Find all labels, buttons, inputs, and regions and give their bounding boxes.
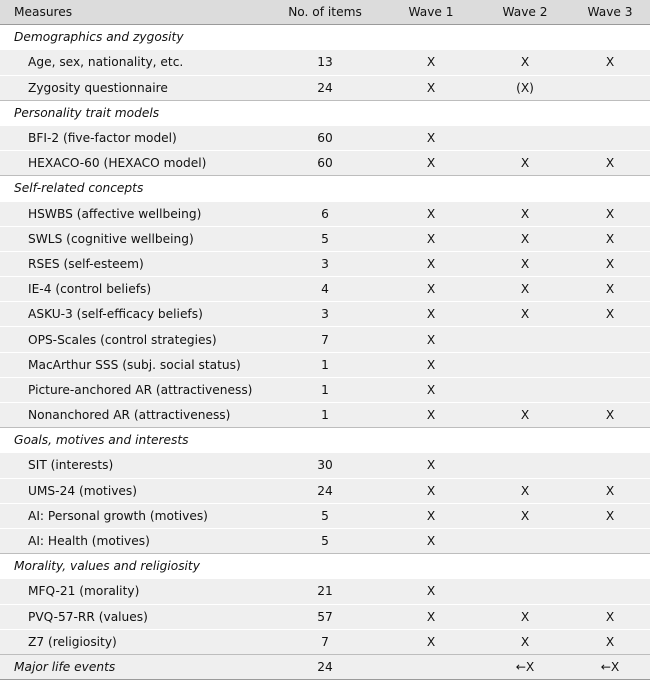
section-row (0, 176, 650, 201)
cell-measure: HEXACO-60 (HEXACO model) (0, 151, 268, 176)
section-title: Personality trait models (0, 100, 650, 125)
cell-items: 7 (268, 327, 382, 352)
cell-items: 3 (268, 251, 382, 276)
cell-measure: UMS-24 (motives) (0, 478, 268, 503)
cell-wave1: X (382, 478, 480, 503)
cell-wave3: X (570, 201, 650, 226)
cell-wave2 (480, 125, 570, 150)
table-row (0, 302, 650, 327)
cell-measure: AI: Personal growth (motives) (0, 503, 268, 528)
table-row (0, 125, 650, 150)
section-title: Goals, motives and interests (0, 428, 650, 453)
cell-items: 6 (268, 201, 382, 226)
cell-wave3 (570, 352, 650, 377)
cell-wave2: X (480, 50, 570, 75)
cell-wave3 (570, 377, 650, 402)
cell-wave1: X (382, 251, 480, 276)
cell-wave3: ←X (570, 654, 650, 679)
cell-wave2: (X) (480, 75, 570, 100)
cell-wave3: X (570, 251, 650, 276)
cell-wave1: X (382, 352, 480, 377)
cell-measure: IE-4 (control beliefs) (0, 277, 268, 302)
cell-measure: RSES (self-esteem) (0, 251, 268, 276)
table-row (0, 453, 650, 478)
cell-wave1: X (382, 528, 480, 553)
section-title: Demographics and zygosity (0, 25, 650, 50)
cell-items: 57 (268, 604, 382, 629)
cell-wave2: X (480, 604, 570, 629)
table-row (0, 478, 650, 503)
table-row (0, 377, 650, 402)
cell-measure: MacArthur SSS (subj. social status) (0, 352, 268, 377)
section-row (0, 100, 650, 125)
header-wave2: Wave 2 (480, 0, 570, 25)
cell-wave1: X (382, 453, 480, 478)
cell-wave3: X (570, 478, 650, 503)
cell-items: 1 (268, 403, 382, 428)
table-row (0, 50, 650, 75)
cell-items: 24 (268, 654, 382, 679)
table-row (0, 352, 650, 377)
cell-wave1: X (382, 604, 480, 629)
table-row (0, 226, 650, 251)
cell-items: 24 (268, 75, 382, 100)
table-body (0, 25, 650, 680)
cell-wave1: X (382, 75, 480, 100)
cell-wave3: X (570, 604, 650, 629)
header-measures: Measures (0, 0, 268, 25)
cell-items: 5 (268, 503, 382, 528)
cell-items: 7 (268, 629, 382, 654)
section-row (0, 554, 650, 579)
section-title: Morality, values and religiosity (0, 554, 650, 579)
cell-wave1: X (382, 125, 480, 150)
table-row (0, 579, 650, 604)
cell-wave2: X (480, 478, 570, 503)
table-row (0, 251, 650, 276)
cell-wave2 (480, 352, 570, 377)
cell-wave2: X (480, 629, 570, 654)
cell-measure: Major life events (0, 654, 268, 679)
cell-wave2: X (480, 277, 570, 302)
cell-wave3 (570, 453, 650, 478)
cell-wave1: X (382, 277, 480, 302)
cell-items: 5 (268, 528, 382, 553)
cell-wave1: X (382, 503, 480, 528)
cell-wave2 (480, 377, 570, 402)
cell-wave3: X (570, 629, 650, 654)
cell-measure: Nonanchored AR (attractiveness) (0, 403, 268, 428)
cell-wave1: X (382, 629, 480, 654)
cell-wave3: X (570, 277, 650, 302)
cell-wave3 (570, 75, 650, 100)
cell-measure: PVQ-57-RR (values) (0, 604, 268, 629)
cell-wave3: X (570, 226, 650, 251)
cell-items: 3 (268, 302, 382, 327)
cell-measure: HSWBS (affective wellbeing) (0, 201, 268, 226)
cell-wave3: X (570, 503, 650, 528)
cell-measure: Picture-anchored AR (attractiveness) (0, 377, 268, 402)
cell-wave2: X (480, 226, 570, 251)
cell-measure: ASKU-3 (self-efficacy beliefs) (0, 302, 268, 327)
cell-wave1: X (382, 226, 480, 251)
cell-wave1: X (382, 50, 480, 75)
cell-wave2: X (480, 151, 570, 176)
cell-measure: SWLS (cognitive wellbeing) (0, 226, 268, 251)
cell-wave2 (480, 327, 570, 352)
cell-wave1: X (382, 403, 480, 428)
cell-items: 21 (268, 579, 382, 604)
table-row (0, 604, 650, 629)
cell-wave2: X (480, 302, 570, 327)
cell-measure: MFQ-21 (morality) (0, 579, 268, 604)
cell-wave3 (570, 327, 650, 352)
cell-wave2: X (480, 201, 570, 226)
table-row (0, 201, 650, 226)
cell-items: 1 (268, 352, 382, 377)
table-row (0, 75, 650, 100)
cell-measure: BFI-2 (five-factor model) (0, 125, 268, 150)
cell-wave1 (382, 654, 480, 679)
cell-wave3 (570, 125, 650, 150)
cell-wave1: X (382, 377, 480, 402)
table-row (0, 528, 650, 553)
header-wave1: Wave 1 (382, 0, 480, 25)
cell-wave3: X (570, 403, 650, 428)
cell-wave2 (480, 453, 570, 478)
cell-wave2 (480, 579, 570, 604)
cell-measure: Age, sex, nationality, etc. (0, 50, 268, 75)
cell-items: 1 (268, 377, 382, 402)
section-title: Self-related concepts (0, 176, 650, 201)
cell-wave2 (480, 528, 570, 553)
cell-wave2: ←X (480, 654, 570, 679)
section-row (0, 428, 650, 453)
cell-measure: AI: Health (motives) (0, 528, 268, 553)
cell-items: 60 (268, 151, 382, 176)
cell-items: 5 (268, 226, 382, 251)
cell-wave3: X (570, 302, 650, 327)
cell-wave1: X (382, 579, 480, 604)
cell-wave2: X (480, 403, 570, 428)
table-row (0, 629, 650, 654)
table-row (0, 503, 650, 528)
cell-wave3: X (570, 50, 650, 75)
table-row (0, 327, 650, 352)
cell-wave3: X (570, 151, 650, 176)
cell-items: 13 (268, 50, 382, 75)
table-row (0, 151, 650, 176)
cell-wave3 (570, 528, 650, 553)
table-row (0, 403, 650, 428)
cell-items: 24 (268, 478, 382, 503)
header-items: No. of items (268, 0, 382, 25)
cell-measure: Zygosity questionnaire (0, 75, 268, 100)
table-row (0, 277, 650, 302)
cell-wave2: X (480, 251, 570, 276)
cell-items: 4 (268, 277, 382, 302)
cell-measure: Z7 (religiosity) (0, 629, 268, 654)
cell-wave3 (570, 579, 650, 604)
major-life-events-row (0, 654, 650, 679)
cell-measure: OPS-Scales (control strategies) (0, 327, 268, 352)
section-row (0, 25, 650, 50)
header-row (0, 0, 650, 25)
cell-wave1: X (382, 151, 480, 176)
cell-measure: SIT (interests) (0, 453, 268, 478)
cell-wave1: X (382, 302, 480, 327)
header-wave3: Wave 3 (570, 0, 650, 25)
cell-wave1: X (382, 327, 480, 352)
cell-wave2: X (480, 503, 570, 528)
cell-items: 60 (268, 125, 382, 150)
cell-wave1: X (382, 201, 480, 226)
cell-items: 30 (268, 453, 382, 478)
